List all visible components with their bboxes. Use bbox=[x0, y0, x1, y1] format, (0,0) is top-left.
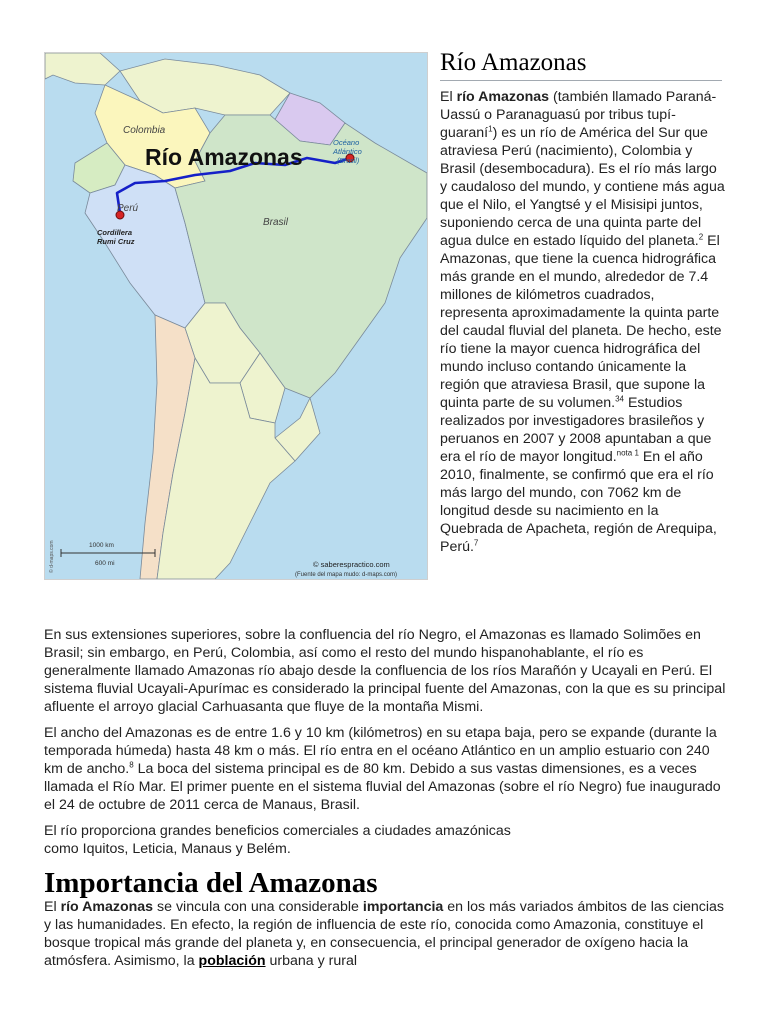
importance-paragraph bbox=[44, 898, 729, 970]
intro-bold-river: río Amazonas bbox=[456, 89, 550, 105]
imp-text-a: El bbox=[44, 899, 61, 915]
scale-km: 1000 km bbox=[89, 542, 114, 549]
map-title-label: Río Amazonas bbox=[145, 144, 303, 170]
ocean-label-2: Atlántico bbox=[333, 147, 362, 156]
footnote-ref-nota1[interactable]: nota 1 bbox=[616, 448, 639, 458]
importance-block bbox=[44, 898, 729, 970]
intro-text-5: Estudios realizados por investigadores brasileños y peruanos en 2007 y 2008 apuntaban a que era el río de mayor longitud. bbox=[440, 395, 712, 465]
poblacion-link[interactable]: población bbox=[198, 953, 266, 969]
ocean-label-1: Océano bbox=[333, 138, 360, 147]
footnote-ref-8[interactable]: 8 bbox=[129, 760, 134, 770]
map-credit-source: (Fuente del mapa mudo: d-maps.com) bbox=[295, 572, 398, 578]
width-text-a: El ancho del Amazonas es de entre 1.6 y 10 km (kilómetros) en su etapa baja, pero se expande (durante la temporada húmeda) hasta 48 km o más. El río entra en el océano Atlántico en un amplio estuario con 240 km de ancho. bbox=[44, 725, 717, 777]
paragraph-width bbox=[44, 724, 729, 814]
intro-text-1: El bbox=[440, 89, 457, 105]
section-heading-importancia: Importancia del Amazonas bbox=[44, 867, 378, 899]
central-america-shape bbox=[45, 53, 120, 85]
brasil-label: Brasil bbox=[263, 217, 289, 228]
intro-text-3: ) es un río de América del Sur que atraviesa Perú (nacimiento), Colombia y Brasil (desembocadura). Es el río más largo y caudaloso del mundo, y contiene más agua que el Nilo, el Yangtsé y el Misisipi juntos, suponiendo cerca de una quinta parte del agua dulce en estado líquido del planeta. bbox=[440, 125, 725, 249]
imp-text-c: se vincula con una considerable bbox=[153, 899, 363, 915]
map-scale bbox=[61, 542, 155, 567]
source-label-1: Cordillera bbox=[97, 228, 133, 237]
intro-side-block bbox=[440, 88, 725, 556]
footnote-ref-7[interactable]: 7 bbox=[473, 538, 479, 548]
body-paragraphs bbox=[44, 626, 729, 858]
ocean-label-3: (Brasil) bbox=[337, 158, 360, 165]
intro-text-6: En el año 2010, finalmente, se confirmó que era el río más largo del mundo, con 7062 km de longitud desde su nacimiento en la Quebrada de Apacheta, región de Arequipa, Perú. bbox=[440, 449, 717, 555]
imp-bold-river: río Amazonas bbox=[60, 899, 154, 915]
footnote-ref-34[interactable]: 34 bbox=[615, 394, 624, 404]
article-title: Río Amazonas bbox=[440, 48, 722, 81]
width-text-b: La boca del sistema principal es de 80 km. Debido a sus vastas dimensiones, es a veces llamada el Río Mar. El primer puente en el sistema fluvial del Amazonas (sobre el río Negro) fue inaugurado el 24 de octubre de 2011 cerca de Manaus, Brasil. bbox=[44, 761, 721, 813]
imp-text-e: urbana y rural bbox=[265, 953, 358, 969]
intro-paragraph bbox=[440, 88, 725, 556]
map-credit: © saberespractico.com bbox=[313, 560, 390, 569]
imp-bold-importancia: importancia bbox=[362, 899, 444, 915]
source-label-2: Rumi Cruz bbox=[97, 237, 135, 246]
colombia-label: Colombia bbox=[123, 125, 166, 136]
paragraph-solimoes: En sus extensiones superiores, sobre la confluencia del río Negro, el Amazonas es llamado Solimões en Brasil; sin embargo, en Perú, Colombia, así como el resto del mundo hispanohablante, el río es generalmente llamado Amazonas río abajo desde la confluencia de los ríos Marañón y Ucayali en Perú. El sistema fluvial Ucayali-Apurímac es considerado la principal fuente del Amazonas, con la que es su principal afluente el arroyo glacial Carhuasanta que fluye de la montaña Mismi. bbox=[44, 627, 726, 715]
peru-label: Perú bbox=[117, 203, 139, 214]
paragraph-cities: El río proporciona grandes beneficios comerciales a ciudades amazónicas como Iquitos, Leticia, Manaus y Belém. bbox=[44, 823, 511, 857]
map-graphic bbox=[45, 53, 427, 579]
intro-text-2: (también llamado Paraná-Uassú o Paranaguasú por tribus tupí-guaraní bbox=[440, 89, 717, 141]
amazon-river-map bbox=[44, 52, 428, 580]
intro-text-4: El Amazonas, que tiene la cuenca hidrográfica más grande en el mundo, alrededor de 7.4 millones de kilómetros cuadrados, representa aproximadamente la quinta parte del caudal fluvial del planeta. De hecho, este río tiene la mayor cuenca hidrográfica del mundo incluso contando únicamente la región que atraviesa Brasil, que supone la quinta parte de su volumen. bbox=[440, 233, 722, 411]
scale-mi: 600 mi bbox=[95, 560, 115, 567]
footnote-ref-2[interactable]: 2 bbox=[698, 232, 704, 242]
map-watermark-side: © d-maps.com bbox=[49, 540, 55, 573]
imp-text-d: en los más variados ámbitos de las ciencias y las humanidades. En efecto, la región de influencia de este río, conocida como Amazonia, constituye el bosque tropical más grande del planeta y, en consecuencia, el principal generador de oxígeno hacia la atmósfera. Asimismo, la bbox=[44, 899, 725, 969]
footnote-ref-1[interactable]: 1 bbox=[488, 124, 493, 134]
